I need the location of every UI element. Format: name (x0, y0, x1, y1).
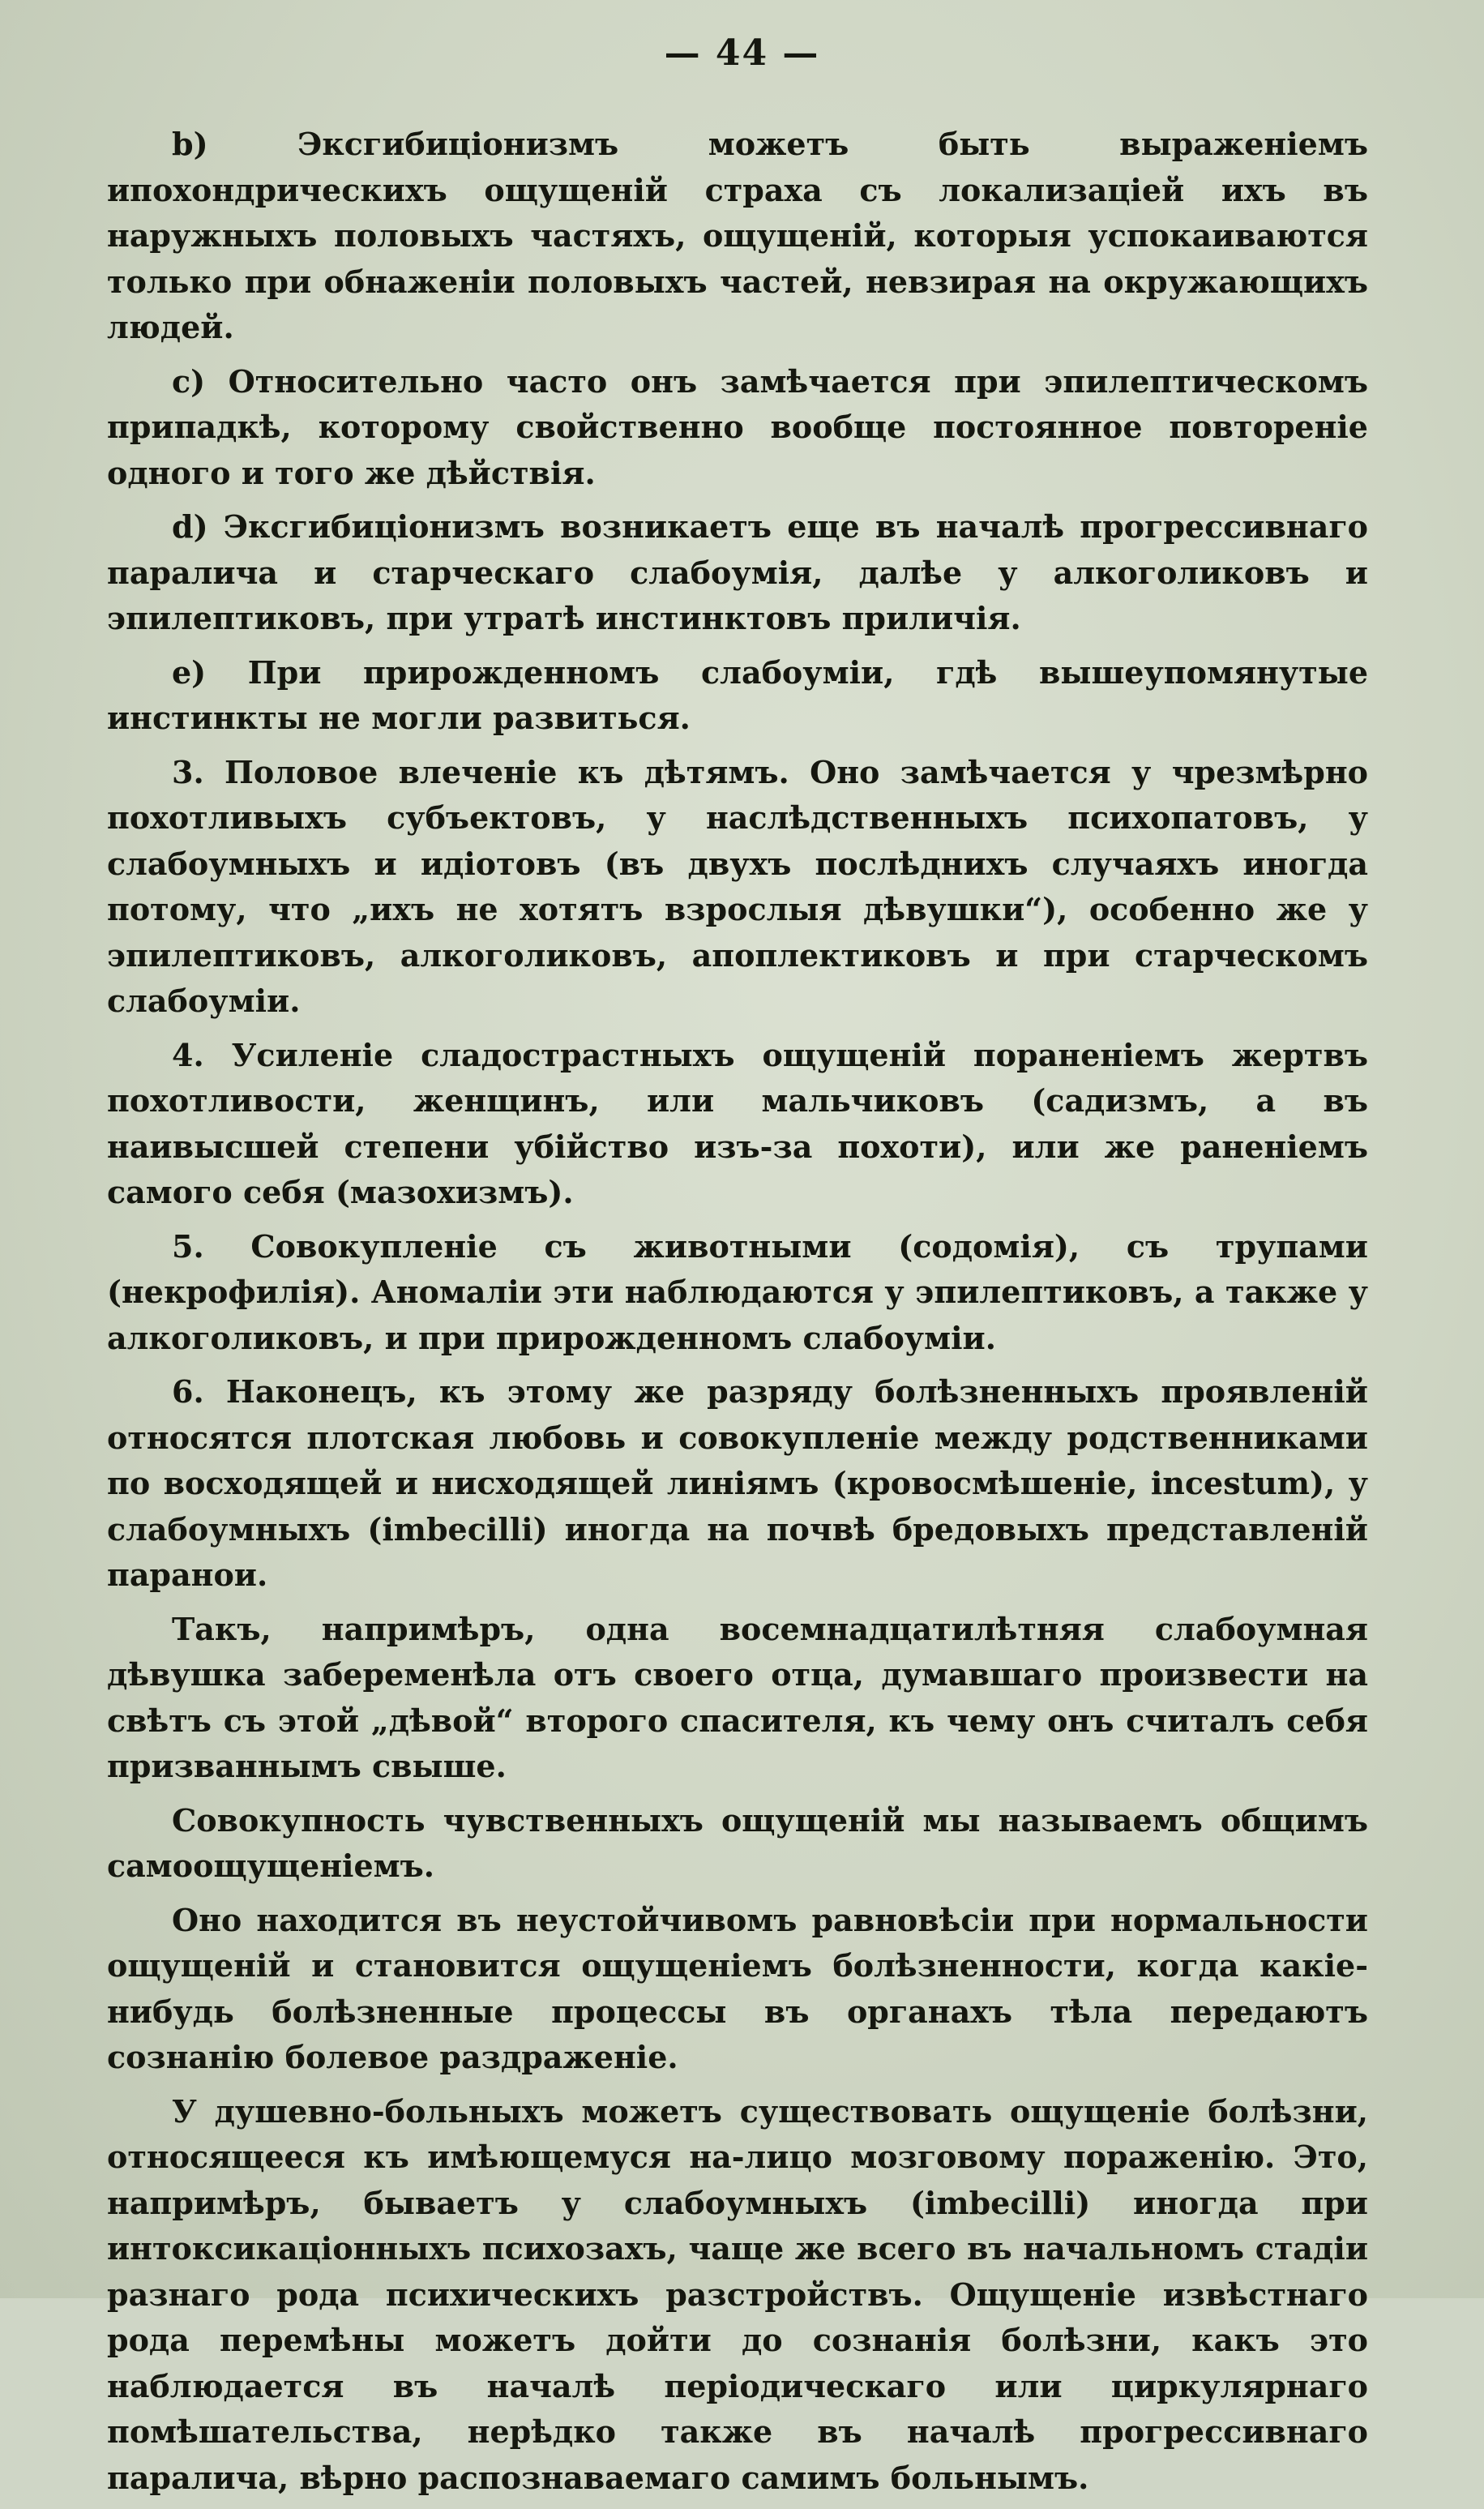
paragraph-6: 6. Наконецъ, къ этому же разряду болѣзненныхъ проявленій относятся плотская любовь и совокупленіе между родственниками по восходящей и нисходящей линіямъ (кровосмѣшеніе, incestum), у слабоумныхъ (imbecilli) иногда на почвѣ бредовыхъ представленій паранои. (107, 1373, 1368, 1593)
paragraph-example: Такъ, напримѣръ, одна восемнадцатилѣтняя слабоумная дѣвушка забеременѣла отъ своего отца, думавшаго произвести на свѣтъ съ этой „дѣвой“ второго спасителя, къ чему онъ считалъ себя призваннымъ свыше. (107, 1610, 1368, 1784)
page-number: — 44 — (664, 32, 820, 74)
paragraph-3: 3. Половое влеченіе къ дѣтямъ. Оно замѣчается у чрезмѣрно похотливыхъ субъектовъ, у наслѣдственныхъ психопатовъ, у слабоумныхъ и идіотовъ (въ двухъ послѣднихъ случаяхъ иногда потому, что „ихъ не хотятъ взрослыя дѣвушки“), особенно же у эпилептиковъ, алкоголиковъ, апоплектиковъ и при старческомъ слабоуміи. (107, 753, 1368, 1019)
paragraph-4: 4. Усиленіе сладострастныхъ ощущеній пораненіемъ жертвъ похотливости, женщинъ, или мальчиковъ (садизмъ, а въ наивысшей степени убійство изъ-за похоти), или же раненіемъ самого себя (мазохизмъ). (107, 1036, 1368, 1210)
paragraph-1e: e) При прирожденномъ слабоуміи, гдѣ вышеупомянутые инстинкты не могли развиться. (107, 653, 1368, 736)
paragraph-1c: c) Относительно часто онъ замѣчается при эпилептическомъ припадкѣ, которому свойственно вообще постоянное повтореніе одного и того же дѣйствія. (107, 362, 1368, 491)
paragraph-self-sensation: Совокупность чувственныхъ ощущеній мы называемъ общимъ самоощущеніемъ. (107, 1801, 1368, 1884)
paragraph-mentally-ill: У душевно-больныхъ можетъ существовать ощущеніе болѣзни, относящееся къ имѣющемуся на-лицо мозговому пораженію. Это, напримѣръ, бываетъ у слабоумныхъ (imbecilli) иногда при интоксикаціонныхъ психозахъ, чаще же всего въ начальномъ стадіи разнаго рода психическихъ разстройствъ. Ощущеніе извѣстнаго рода перемѣны можетъ дойти до сознанія болѣзни, какъ это наблюдается въ началѣ періодическаго или циркулярнаго помѣшательства, нерѣдко также въ началѣ прогрессивнаго паралича, вѣрно распознаваемаго самимъ больнымъ. (107, 2092, 1368, 2496)
paragraph-1b: b) Эксгибиціонизмъ можетъ быть выраженіемъ ипохондрическихъ ощущеній страха съ локализаціей ихъ въ наружныхъ половыхъ частяхъ, ощущеній, которыя успокаиваются только при обнаженіи половыхъ частей, невзирая на окружающихъ людей. (107, 126, 1368, 345)
paragraph-1d: d) Эксгибиціонизмъ возникаетъ еще въ началѣ прогрессивнаго паралича и старческаго слабоумія, далѣе у алкоголиковъ и эпилептиковъ, при утратѣ инстинктовъ приличія. (107, 508, 1368, 636)
paragraph-equilibrium: Оно находится въ неустойчивомъ равновѣсіи при нормальности ощущеній и становится ощущеніемъ болѣзненности, когда какіе-нибудь болѣзненные процессы въ органахъ тѣла передаютъ сознанію болевое раздраженіе. (107, 1901, 1368, 2075)
paragraph-5: 5. Совокупленіе съ животными (содомія), съ трупами (некрофилія). Аномаліи эти наблюдаются у эпилептиковъ, а также у алкоголиковъ, и при прирожденномъ слабоуміи. (107, 1227, 1368, 1356)
body-text (107, 122, 1368, 2509)
